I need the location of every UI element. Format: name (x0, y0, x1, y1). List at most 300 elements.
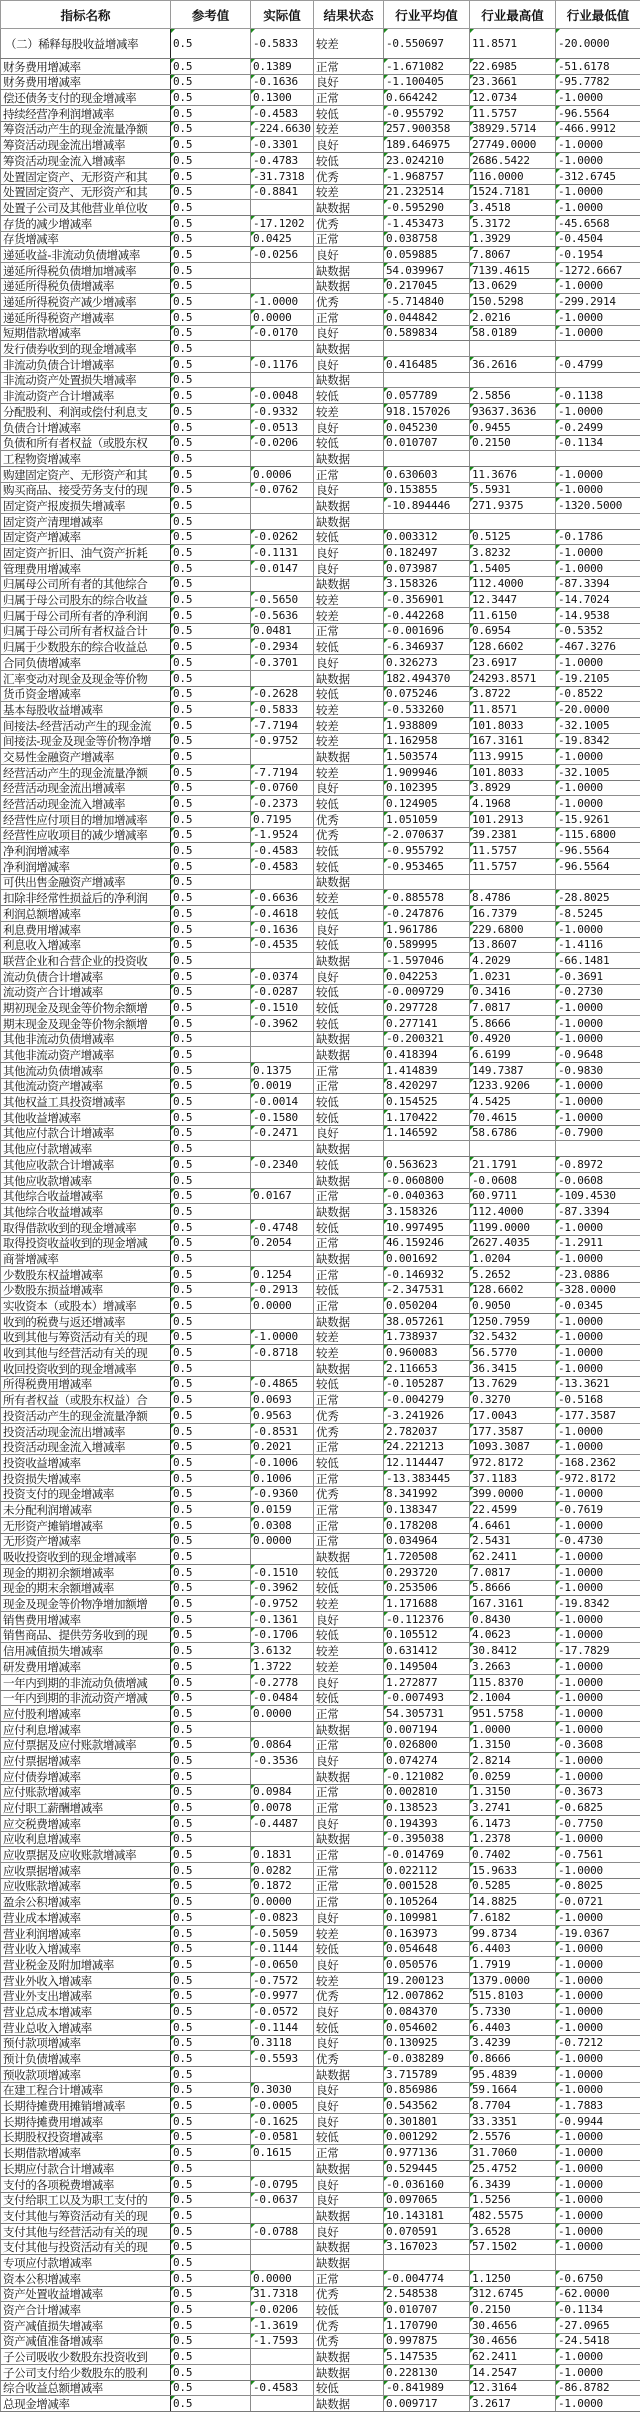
status-cell[interactable]: 较低 (314, 1941, 384, 1957)
industry-average-cell[interactable]: 0.138523 (384, 1800, 470, 1816)
industry-max-cell[interactable]: 0.5285 (470, 1878, 556, 1894)
industry-max-cell[interactable]: 3.8722 (470, 686, 556, 702)
reference-value-cell[interactable]: 0.5 (171, 1235, 251, 1251)
status-cell[interactable]: 优秀 (314, 1408, 384, 1424)
industry-min-cell[interactable]: -23.0886 (556, 1266, 640, 1282)
industry-max-cell[interactable]: 1.7919 (470, 1957, 556, 1973)
industry-min-cell[interactable] (556, 874, 640, 890)
industry-average-cell[interactable]: 23.024210 (384, 153, 470, 169)
reference-value-cell[interactable]: 0.5 (171, 827, 251, 843)
industry-min-cell[interactable]: -28.8025 (556, 890, 640, 906)
actual-value-cell[interactable]: 0.3118 (251, 2035, 314, 2051)
industry-average-cell[interactable]: 0.073987 (384, 561, 470, 577)
indicator-name-cell[interactable]: 收到其他与经营活动有关的现 (1, 1345, 171, 1361)
industry-average-cell[interactable]: 3.158326 (384, 1204, 470, 1220)
reference-value-cell[interactable]: 0.5 (171, 482, 251, 498)
industry-max-cell[interactable]: 23.3661 (470, 74, 556, 90)
indicator-name-cell[interactable]: 其他应收款合计增减率 (1, 1157, 171, 1173)
industry-max-cell[interactable]: 3.8232 (470, 545, 556, 561)
industry-average-cell[interactable]: 1.738937 (384, 1329, 470, 1345)
industry-max-cell[interactable]: 11.5757 (470, 843, 556, 859)
actual-value-cell[interactable]: -0.4618 (251, 906, 314, 922)
status-cell[interactable]: 优秀 (314, 812, 384, 828)
industry-max-cell[interactable] (470, 372, 556, 388)
indicator-name-cell[interactable]: 投资损失增减率 (1, 1470, 171, 1486)
header-industry-average[interactable]: 行业平均值 (384, 1, 470, 29)
industry-max-cell[interactable]: 4.5425 (470, 1094, 556, 1110)
industry-max-cell[interactable]: 36.3415 (470, 1361, 556, 1377)
status-cell[interactable]: 较低 (314, 2019, 384, 2035)
industry-average-cell[interactable]: 0.138347 (384, 1502, 470, 1518)
industry-average-cell[interactable]: 0.217045 (384, 278, 470, 294)
status-cell[interactable]: 较低 (314, 1157, 384, 1173)
status-cell[interactable]: 较低 (314, 984, 384, 1000)
status-cell[interactable]: 缺数据 (314, 670, 384, 686)
industry-average-cell[interactable]: 0.631412 (384, 1643, 470, 1659)
industry-min-cell[interactable]: -1272.6667 (556, 262, 640, 278)
status-cell[interactable]: 较低 (314, 639, 384, 655)
industry-min-cell[interactable]: -1.0000 (556, 153, 640, 169)
industry-min-cell[interactable]: -1.0000 (556, 1094, 640, 1110)
industry-min-cell[interactable]: -19.0367 (556, 1925, 640, 1941)
indicator-name-cell[interactable]: 总现金增减率 (1, 2396, 171, 2412)
industry-max-cell[interactable]: 167.3161 (470, 1596, 556, 1612)
indicator-name-cell[interactable]: 递延所得税负债增加增减率 (1, 262, 171, 278)
industry-max-cell[interactable]: 30.4656 (470, 2333, 556, 2349)
actual-value-cell[interactable]: -0.2778 (251, 1674, 314, 1690)
industry-min-cell[interactable]: -62.0000 (556, 2286, 640, 2302)
actual-value-cell[interactable]: -0.1006 (251, 1455, 314, 1471)
indicator-name-cell[interactable]: 固定资产增减率 (1, 529, 171, 545)
industry-average-cell[interactable] (384, 1141, 470, 1157)
status-cell[interactable]: 较差 (314, 1329, 384, 1345)
actual-value-cell[interactable]: -0.9977 (251, 1988, 314, 2004)
industry-max-cell[interactable]: 5.3172 (470, 215, 556, 231)
industry-average-cell[interactable]: 1.503574 (384, 749, 470, 765)
industry-average-cell[interactable]: -0.595290 (384, 200, 470, 216)
reference-value-cell[interactable]: 0.5 (171, 59, 251, 75)
indicator-name-cell[interactable]: 偿还债务支付的现金增减率 (1, 90, 171, 106)
industry-min-cell[interactable]: -0.8025 (556, 1878, 640, 1894)
industry-max-cell[interactable]: 0.8666 (470, 2051, 556, 2067)
actual-value-cell[interactable]: -0.1706 (251, 1627, 314, 1643)
reference-value-cell[interactable]: 0.5 (171, 561, 251, 577)
industry-average-cell[interactable]: -3.241926 (384, 1408, 470, 1424)
indicator-name-cell[interactable]: 其他流动负债增减率 (1, 1063, 171, 1079)
industry-max-cell[interactable]: 101.8033 (470, 717, 556, 733)
reference-value-cell[interactable]: 0.5 (171, 1000, 251, 1016)
industry-max-cell[interactable]: 0.8430 (470, 1612, 556, 1628)
reference-value-cell[interactable]: 0.5 (171, 215, 251, 231)
industry-min-cell[interactable]: -1.0000 (556, 310, 640, 326)
reference-value-cell[interactable]: 0.5 (171, 2318, 251, 2334)
indicator-name-cell[interactable]: 流动负债合计增减率 (1, 968, 171, 984)
indicator-name-cell[interactable]: 递延收益-非流动负债增减率 (1, 247, 171, 263)
status-cell[interactable]: 正常 (314, 1298, 384, 1314)
indicator-name-cell[interactable]: 筹资活动现金流出增减率 (1, 137, 171, 153)
industry-min-cell[interactable]: -1.0000 (556, 1110, 640, 1126)
industry-min-cell[interactable]: -1.0000 (556, 1753, 640, 1769)
actual-value-cell[interactable]: -0.9752 (251, 733, 314, 749)
actual-value-cell[interactable]: -0.0256 (251, 247, 314, 263)
reference-value-cell[interactable]: 0.5 (171, 1549, 251, 1565)
industry-min-cell[interactable]: -0.9648 (556, 1047, 640, 1063)
actual-value-cell[interactable]: 3.6132 (251, 1643, 314, 1659)
industry-max-cell[interactable]: 177.3587 (470, 1423, 556, 1439)
industry-max-cell[interactable]: 112.4000 (470, 1204, 556, 1220)
industry-min-cell[interactable]: -1.0000 (556, 1486, 640, 1502)
industry-min-cell[interactable]: -1.2911 (556, 1235, 640, 1251)
indicator-name-cell[interactable]: 综合收益总额增减率 (1, 2380, 171, 2396)
reference-value-cell[interactable]: 0.5 (171, 2192, 251, 2208)
status-cell[interactable]: 缺数据 (314, 1361, 384, 1377)
industry-min-cell[interactable]: -0.8972 (556, 1157, 640, 1173)
status-cell[interactable]: 良好 (314, 2004, 384, 2020)
actual-value-cell[interactable]: 31.7318 (251, 2286, 314, 2302)
industry-average-cell[interactable]: 8.420297 (384, 1078, 470, 1094)
indicator-name-cell[interactable]: 支付其他与筹资活动有关的现 (1, 2208, 171, 2224)
reference-value-cell[interactable]: 0.5 (171, 1800, 251, 1816)
industry-max-cell[interactable]: 7.8067 (470, 247, 556, 263)
status-cell[interactable]: 较差 (314, 1925, 384, 1941)
reference-value-cell[interactable]: 0.5 (171, 968, 251, 984)
industry-min-cell[interactable]: -0.1786 (556, 529, 640, 545)
indicator-name-cell[interactable]: 其他权益工具投资增减率 (1, 1094, 171, 1110)
actual-value-cell[interactable]: -0.0484 (251, 1690, 314, 1706)
industry-average-cell[interactable]: 0.664242 (384, 90, 470, 106)
status-cell[interactable]: 较低 (314, 153, 384, 169)
reference-value-cell[interactable]: 0.5 (171, 1878, 251, 1894)
status-cell[interactable]: 缺数据 (314, 576, 384, 592)
reference-value-cell[interactable]: 0.5 (171, 2176, 251, 2192)
actual-value-cell[interactable]: -0.6636 (251, 890, 314, 906)
status-cell[interactable]: 良好 (314, 357, 384, 373)
industry-min-cell[interactable]: -96.5564 (556, 106, 640, 122)
industry-max-cell[interactable]: 62.2411 (470, 1549, 556, 1565)
industry-min-cell[interactable]: -1.0000 (556, 545, 640, 561)
industry-average-cell[interactable]: 3.715789 (384, 2067, 470, 2083)
indicator-name-cell[interactable]: 取得投资收益收到的现金增减 (1, 1235, 171, 1251)
actual-value-cell[interactable]: -0.4865 (251, 1376, 314, 1392)
status-cell[interactable]: 较低 (314, 1580, 384, 1596)
industry-max-cell[interactable]: 21.1791 (470, 1157, 556, 1173)
industry-min-cell[interactable]: -14.7024 (556, 592, 640, 608)
status-cell[interactable]: 较差 (314, 1345, 384, 1361)
status-cell[interactable]: 良好 (314, 1612, 384, 1628)
actual-value-cell[interactable]: 0.0000 (251, 310, 314, 326)
industry-max-cell[interactable]: 1.3150 (470, 1737, 556, 1753)
industry-max-cell[interactable]: 3.2741 (470, 1800, 556, 1816)
status-cell[interactable]: 优秀 (314, 168, 384, 184)
industry-min-cell[interactable]: -19.8342 (556, 733, 640, 749)
reference-value-cell[interactable]: 0.5 (171, 231, 251, 247)
reference-value-cell[interactable]: 0.5 (171, 1266, 251, 1282)
industry-max-cell[interactable]: 7.0817 (470, 1000, 556, 1016)
reference-value-cell[interactable]: 0.5 (171, 1612, 251, 1628)
industry-average-cell[interactable]: 12.114447 (384, 1455, 470, 1471)
reference-value-cell[interactable]: 0.5 (171, 1392, 251, 1408)
status-cell[interactable]: 缺数据 (314, 953, 384, 969)
industry-average-cell[interactable]: -5.714840 (384, 294, 470, 310)
status-cell[interactable]: 较差 (314, 1972, 384, 1988)
actual-value-cell[interactable]: 0.1375 (251, 1063, 314, 1079)
industry-min-cell[interactable]: -1.0000 (556, 796, 640, 812)
actual-value-cell[interactable]: -0.0795 (251, 2176, 314, 2192)
status-cell[interactable]: 较低 (314, 1565, 384, 1581)
reference-value-cell[interactable]: 0.5 (171, 1423, 251, 1439)
industry-average-cell[interactable]: 189.646975 (384, 137, 470, 153)
industry-average-cell[interactable]: 10.997495 (384, 1219, 470, 1235)
status-cell[interactable]: 良好 (314, 2192, 384, 2208)
actual-value-cell[interactable]: -0.0762 (251, 482, 314, 498)
industry-max-cell[interactable]: 0.3270 (470, 1392, 556, 1408)
industry-max-cell[interactable]: 13.8607 (470, 937, 556, 953)
industry-average-cell[interactable]: 0.109981 (384, 1910, 470, 1926)
reference-value-cell[interactable]: 0.5 (171, 1941, 251, 1957)
reference-value-cell[interactable]: 0.5 (171, 29, 251, 59)
industry-average-cell[interactable]: 0.054648 (384, 1941, 470, 1957)
industry-average-cell[interactable]: -0.038289 (384, 2051, 470, 2067)
indicator-name-cell[interactable]: 预付款项增减率 (1, 2035, 171, 2051)
indicator-name-cell[interactable]: 分配股利、利润或偿付利息支 (1, 404, 171, 420)
status-cell[interactable]: 正常 (314, 2270, 384, 2286)
actual-value-cell[interactable]: 0.1615 (251, 2145, 314, 2161)
industry-min-cell[interactable]: -1.0000 (556, 921, 640, 937)
reference-value-cell[interactable]: 0.5 (171, 2035, 251, 2051)
status-cell[interactable]: 缺数据 (314, 341, 384, 357)
reference-value-cell[interactable]: 0.5 (171, 1533, 251, 1549)
industry-average-cell[interactable]: -0.040363 (384, 1188, 470, 1204)
indicator-name-cell[interactable]: 营业总收入增减率 (1, 2019, 171, 2035)
reference-value-cell[interactable]: 0.5 (171, 1204, 251, 1220)
status-cell[interactable]: 正常 (314, 1737, 384, 1753)
industry-min-cell[interactable]: -1.0000 (556, 404, 640, 420)
industry-min-cell[interactable] (556, 372, 640, 388)
industry-min-cell[interactable]: -86.8782 (556, 2380, 640, 2396)
actual-value-cell[interactable] (251, 2365, 314, 2381)
reference-value-cell[interactable]: 0.5 (171, 451, 251, 467)
actual-value-cell[interactable]: 0.0425 (251, 231, 314, 247)
industry-min-cell[interactable]: -1.0000 (556, 1219, 640, 1235)
industry-average-cell[interactable]: 24.221213 (384, 1439, 470, 1455)
status-cell[interactable]: 较差 (314, 184, 384, 200)
indicator-name-cell[interactable]: 商誉增减率 (1, 1251, 171, 1267)
indicator-name-cell[interactable]: 营业成本增减率 (1, 1910, 171, 1926)
actual-value-cell[interactable]: 0.0159 (251, 1502, 314, 1518)
status-cell[interactable]: 较差 (314, 1643, 384, 1659)
industry-max-cell[interactable]: 1.0000 (470, 1721, 556, 1737)
header-reference-value[interactable]: 参考值 (171, 1, 251, 29)
status-cell[interactable]: 较差 (314, 764, 384, 780)
actual-value-cell[interactable]: -1.0000 (251, 294, 314, 310)
industry-min-cell[interactable]: -1.0000 (556, 2051, 640, 2067)
industry-average-cell[interactable]: 21.232514 (384, 184, 470, 200)
indicator-name-cell[interactable]: 应付票据及应付账款增减率 (1, 1737, 171, 1753)
reference-value-cell[interactable]: 0.5 (171, 733, 251, 749)
status-cell[interactable]: 缺数据 (314, 2365, 384, 2381)
reference-value-cell[interactable]: 0.5 (171, 874, 251, 890)
actual-value-cell[interactable]: -0.0760 (251, 780, 314, 796)
reference-value-cell[interactable]: 0.5 (171, 1157, 251, 1173)
reference-value-cell[interactable]: 0.5 (171, 1847, 251, 1863)
status-cell[interactable]: 缺数据 (314, 749, 384, 765)
actual-value-cell[interactable]: -0.0147 (251, 561, 314, 577)
status-cell[interactable]: 正常 (314, 1784, 384, 1800)
actual-value-cell[interactable]: -0.1625 (251, 2114, 314, 2130)
actual-value-cell[interactable]: 0.0693 (251, 1392, 314, 1408)
status-cell[interactable]: 缺数据 (314, 1549, 384, 1565)
industry-average-cell[interactable]: 0.038758 (384, 231, 470, 247)
industry-average-cell[interactable]: 3.167023 (384, 2239, 470, 2255)
industry-min-cell[interactable]: -1.7883 (556, 2098, 640, 2114)
reference-value-cell[interactable]: 0.5 (171, 1110, 251, 1126)
indicator-name-cell[interactable]: 支付给职工以及为职工支付的 (1, 2192, 171, 2208)
industry-max-cell[interactable]: 3.4239 (470, 2035, 556, 2051)
industry-average-cell[interactable]: -0.356901 (384, 592, 470, 608)
reference-value-cell[interactable]: 0.5 (171, 1361, 251, 1377)
indicator-name-cell[interactable]: 非流动负债合计增减率 (1, 357, 171, 373)
industry-max-cell[interactable]: 33.3351 (470, 2114, 556, 2130)
status-cell[interactable]: 较低 (314, 1690, 384, 1706)
industry-average-cell[interactable]: 0.010707 (384, 435, 470, 451)
actual-value-cell[interactable]: -0.4583 (251, 843, 314, 859)
industry-min-cell[interactable]: -1.0000 (556, 561, 640, 577)
reference-value-cell[interactable]: 0.5 (171, 686, 251, 702)
indicator-name-cell[interactable]: 货币资金增减率 (1, 686, 171, 702)
status-cell[interactable]: 良好 (314, 2035, 384, 2051)
industry-max-cell[interactable]: 37.1183 (470, 1470, 556, 1486)
actual-value-cell[interactable] (251, 1721, 314, 1737)
actual-value-cell[interactable]: 0.0308 (251, 1517, 314, 1533)
industry-min-cell[interactable]: -20.0000 (556, 29, 640, 59)
industry-max-cell[interactable]: 4.1968 (470, 796, 556, 812)
industry-max-cell[interactable]: 2.5576 (470, 2129, 556, 2145)
status-cell[interactable]: 较低 (314, 1015, 384, 1031)
status-cell[interactable]: 良好 (314, 74, 384, 90)
reference-value-cell[interactable]: 0.5 (171, 1376, 251, 1392)
actual-value-cell[interactable]: -0.0637 (251, 2192, 314, 2208)
industry-max-cell[interactable]: 25.4752 (470, 2161, 556, 2177)
indicator-name-cell[interactable]: 其他流动资产增减率 (1, 1078, 171, 1094)
status-cell[interactable]: 正常 (314, 1470, 384, 1486)
actual-value-cell[interactable]: 0.2021 (251, 1439, 314, 1455)
reference-value-cell[interactable]: 0.5 (171, 498, 251, 514)
indicator-name-cell[interactable]: 扣除非经常性损益后的净利润 (1, 890, 171, 906)
reference-value-cell[interactable]: 0.5 (171, 153, 251, 169)
status-cell[interactable]: 较低 (314, 1282, 384, 1298)
indicator-name-cell[interactable]: 其他非流动资产增减率 (1, 1047, 171, 1063)
reference-value-cell[interactable]: 0.5 (171, 1721, 251, 1737)
reference-value-cell[interactable]: 0.5 (171, 184, 251, 200)
industry-average-cell[interactable]: 0.070591 (384, 2223, 470, 2239)
industry-min-cell[interactable]: -51.6178 (556, 59, 640, 75)
industry-average-cell[interactable]: 19.200123 (384, 1972, 470, 1988)
status-cell[interactable]: 良好 (314, 968, 384, 984)
industry-average-cell[interactable]: 0.149504 (384, 1659, 470, 1675)
industry-max-cell[interactable]: 22.6985 (470, 59, 556, 75)
industry-min-cell[interactable]: -1.0000 (556, 1690, 640, 1706)
industry-max-cell[interactable]: 38929.5714 (470, 121, 556, 137)
indicator-name-cell[interactable]: 管理费用增减率 (1, 561, 171, 577)
industry-average-cell[interactable]: 38.057261 (384, 1314, 470, 1330)
industry-min-cell[interactable]: -15.9261 (556, 812, 640, 828)
indicator-name-cell[interactable]: 应付票据增减率 (1, 1753, 171, 1769)
industry-max-cell[interactable]: 149.7387 (470, 1063, 556, 1079)
status-cell[interactable]: 缺数据 (314, 1251, 384, 1267)
industry-max-cell[interactable]: 2.5431 (470, 1533, 556, 1549)
indicator-name-cell[interactable]: 应收账款增减率 (1, 1878, 171, 1894)
status-cell[interactable]: 缺数据 (314, 2067, 384, 2083)
indicator-name-cell[interactable]: 固定资产清理增减率 (1, 513, 171, 529)
industry-max-cell[interactable]: 17.0043 (470, 1408, 556, 1424)
industry-min-cell[interactable]: -1.0000 (556, 1863, 640, 1879)
industry-average-cell[interactable]: -2.347531 (384, 1282, 470, 1298)
industry-min-cell[interactable]: -1.0000 (556, 1251, 640, 1267)
reference-value-cell[interactable]: 0.5 (171, 2098, 251, 2114)
industry-min-cell[interactable]: -0.0721 (556, 1894, 640, 1910)
industry-min-cell[interactable]: -1.0000 (556, 2208, 640, 2224)
indicator-name-cell[interactable]: 归属于母公司股东的综合收益 (1, 592, 171, 608)
industry-average-cell[interactable]: 0.178208 (384, 1517, 470, 1533)
indicator-name-cell[interactable]: 经营活动现金流入增减率 (1, 796, 171, 812)
status-cell[interactable]: 缺数据 (314, 2255, 384, 2271)
industry-min-cell[interactable]: -1.0000 (556, 1988, 640, 2004)
industry-max-cell[interactable]: 12.0734 (470, 90, 556, 106)
status-cell[interactable]: 较低 (314, 1219, 384, 1235)
industry-max-cell[interactable]: 11.3676 (470, 466, 556, 482)
industry-min-cell[interactable]: -0.1134 (556, 2302, 640, 2318)
actual-value-cell[interactable]: 0.1254 (251, 1266, 314, 1282)
industry-max-cell[interactable]: 22.4599 (470, 1502, 556, 1518)
actual-value-cell[interactable]: 0.0481 (251, 623, 314, 639)
reference-value-cell[interactable]: 0.5 (171, 953, 251, 969)
reference-value-cell[interactable]: 0.5 (171, 796, 251, 812)
status-cell[interactable]: 较低 (314, 106, 384, 122)
industry-max-cell[interactable]: 6.1473 (470, 1816, 556, 1832)
industry-max-cell[interactable]: 7.6182 (470, 1910, 556, 1926)
reference-value-cell[interactable]: 0.5 (171, 906, 251, 922)
industry-average-cell[interactable]: 0.293720 (384, 1565, 470, 1581)
reference-value-cell[interactable]: 0.5 (171, 1706, 251, 1722)
industry-average-cell[interactable]: -0.004774 (384, 2270, 470, 2286)
indicator-name-cell[interactable]: 递延所得税负债增减率 (1, 278, 171, 294)
industry-min-cell[interactable]: -0.0608 (556, 1172, 640, 1188)
indicator-name-cell[interactable]: 期末现金及现金等价物余额增 (1, 1015, 171, 1031)
actual-value-cell[interactable]: 0.1300 (251, 90, 314, 106)
status-cell[interactable]: 较低 (314, 2380, 384, 2396)
indicator-name-cell[interactable]: 营业外收入增减率 (1, 1972, 171, 1988)
industry-min-cell[interactable]: -1.0000 (556, 1423, 640, 1439)
reference-value-cell[interactable]: 0.5 (171, 1063, 251, 1079)
indicator-name-cell[interactable]: 收回投资收到的现金增减率 (1, 1361, 171, 1377)
actual-value-cell[interactable]: -0.5059 (251, 1925, 314, 1941)
industry-max-cell[interactable]: 39.2381 (470, 827, 556, 843)
industry-average-cell[interactable]: 0.009717 (384, 2396, 470, 2412)
status-cell[interactable]: 缺数据 (314, 2208, 384, 2224)
status-cell[interactable]: 缺数据 (314, 1172, 384, 1188)
industry-max-cell[interactable]: 16.7379 (470, 906, 556, 922)
indicator-name-cell[interactable]: 预收款项增减率 (1, 2067, 171, 2083)
industry-average-cell[interactable] (384, 2255, 470, 2271)
indicator-name-cell[interactable]: 短期借款增减率 (1, 325, 171, 341)
status-cell[interactable]: 良好 (314, 561, 384, 577)
industry-min-cell[interactable]: -17.7829 (556, 1643, 640, 1659)
industry-min-cell[interactable]: -168.2362 (556, 1455, 640, 1471)
actual-value-cell[interactable] (251, 513, 314, 529)
indicator-name-cell[interactable]: 长期股权投资增减率 (1, 2129, 171, 2145)
industry-min-cell[interactable]: -1.0000 (556, 278, 640, 294)
header-industry-max[interactable]: 行业最高值 (470, 1, 556, 29)
